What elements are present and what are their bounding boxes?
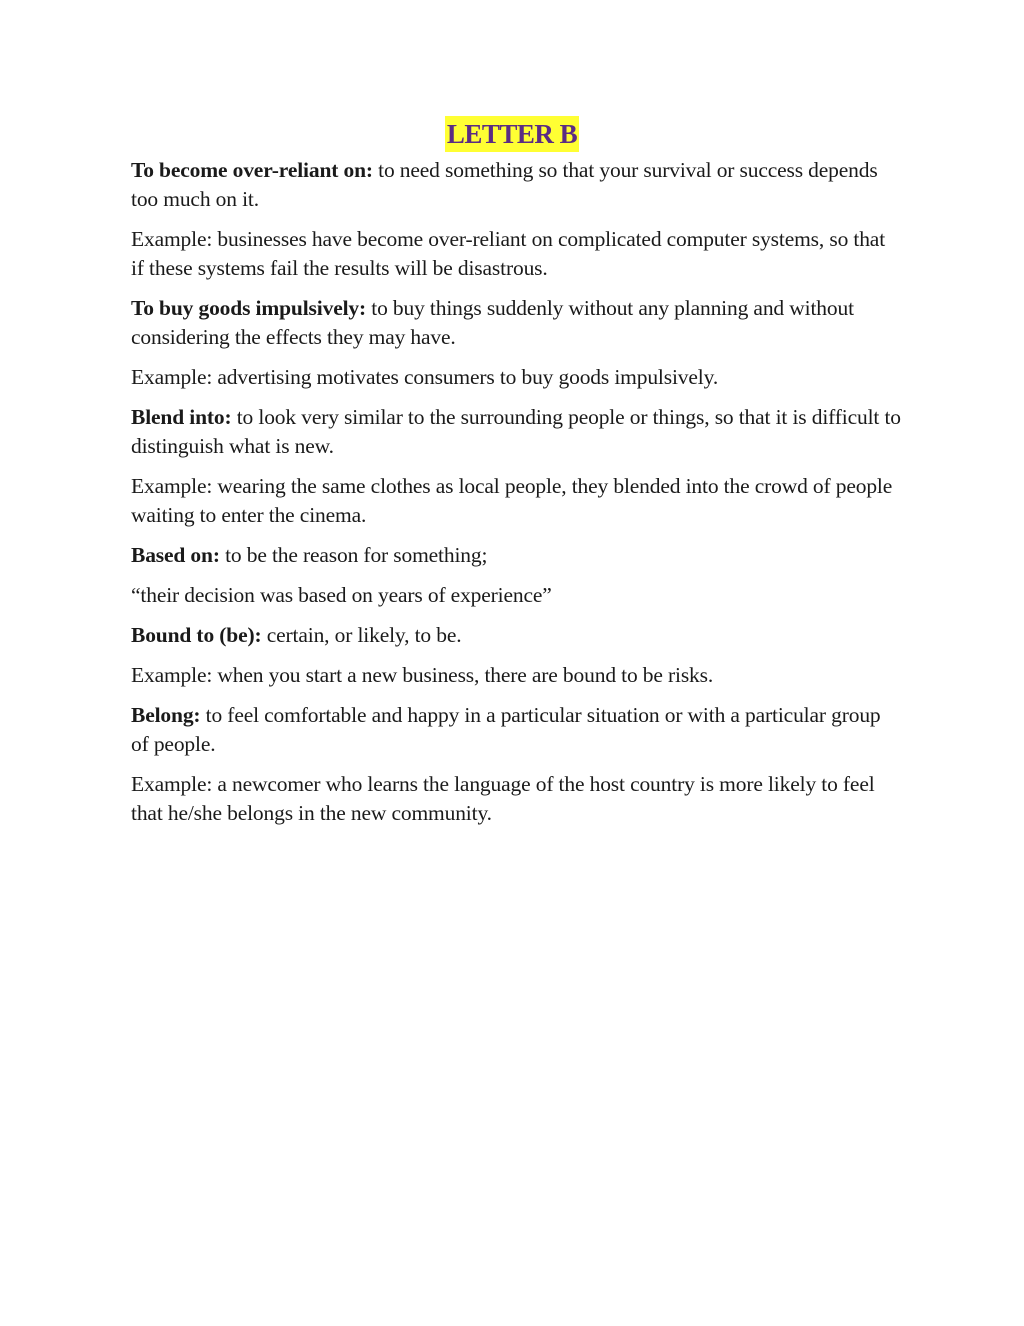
entry-term: Blend into: bbox=[131, 405, 232, 429]
entry-example: Example: a newcomer who learns the language of the host country is more likely to feel that he/she belongs in the new community. bbox=[131, 772, 875, 825]
entry-definition bbox=[131, 701, 903, 759]
entry-term: Based on: bbox=[131, 543, 220, 567]
entry-definition-text: to feel comfortable and happy in a particular situation or with a particular group of people. bbox=[131, 703, 881, 756]
entry-term: Bound to (be): bbox=[131, 623, 262, 647]
entry-definition bbox=[131, 294, 903, 352]
entry-definition bbox=[131, 621, 903, 650]
entry-definition-text: certain, or likely, to be. bbox=[261, 623, 462, 647]
entry-example: “their decision was based on years of experience” bbox=[131, 583, 552, 607]
entry-example: Example: when you start a new business, there are bound to be risks. bbox=[131, 663, 714, 687]
page-title: LETTER B bbox=[445, 116, 579, 152]
entry-definition bbox=[131, 156, 903, 214]
entry-example: Example: businesses have become over-reliant on complicated computer systems, so that if these systems fail the results will be disastrous. bbox=[131, 227, 886, 280]
entry-example: Example: advertising motivates consumers to buy goods impulsively. bbox=[131, 365, 719, 389]
glossary-content bbox=[131, 156, 903, 839]
entry-example: Example: wearing the same clothes as local people, they blended into the crowd of people waiting to enter the cinema. bbox=[131, 474, 893, 527]
entry-term: To become over-reliant on: bbox=[131, 158, 373, 182]
entry-definition-text: to be the reason for something; bbox=[219, 543, 488, 567]
entry-definition-text: to need something so that your survival or success depends too much on it. bbox=[131, 158, 878, 211]
entry-term: Belong: bbox=[131, 703, 201, 727]
entry-definition bbox=[131, 403, 903, 461]
title-container bbox=[0, 116, 1024, 152]
entry-term: To buy goods impulsively: bbox=[131, 296, 367, 320]
entry-definition-text: to buy things suddenly without any planning and without considering the effects they may have. bbox=[131, 296, 854, 349]
entry-definition-text: to look very similar to the surrounding people or things, so that it is difficult to distinguish what is new. bbox=[131, 405, 901, 458]
entry-definition bbox=[131, 541, 903, 570]
